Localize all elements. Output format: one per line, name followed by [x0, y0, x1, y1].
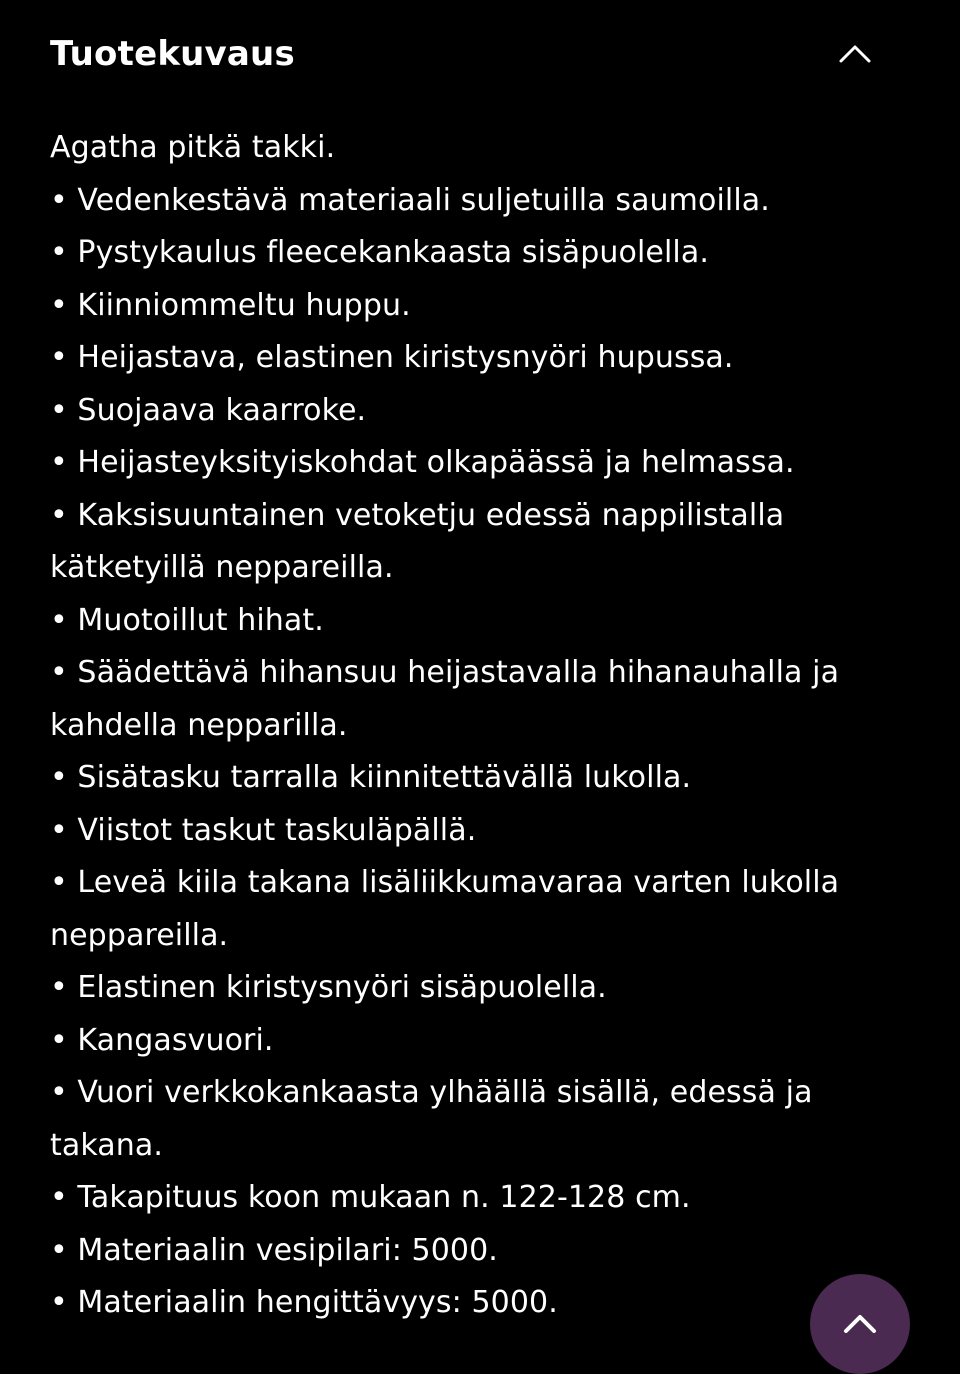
description-line: • Materiaalin hengittävyys: 5000.	[50, 1285, 558, 1320]
description-line: • Heijasteyksityiskohdat olkapäässä ja helmassa.	[50, 445, 795, 480]
description-line: • Leveä kiila takana lisäliikkumavaraa varten lukolla	[50, 865, 840, 900]
description-line: • Kiinniommeltu huppu.	[50, 287, 411, 323]
chevron-up-icon	[840, 1304, 880, 1344]
description-line: kätketyillä neppareilla.	[50, 550, 394, 585]
description-line: • Elastinen kiristysnyöri sisäpuolella.	[50, 970, 607, 1005]
section-title: Tuotekuvaus	[50, 34, 295, 74]
description-line: • Heijastava, elastinen kiristysnyöri hupussa.	[50, 340, 734, 375]
description-line: • Suojaava kaarroke.	[50, 392, 367, 428]
description-line: • Vedenkestävä materiaali suljetuilla saumoilla.	[50, 182, 770, 218]
description-section-header[interactable]	[50, 24, 880, 84]
collapse-toggle-button[interactable]	[830, 34, 880, 74]
description-line: takana.	[50, 1127, 164, 1163]
description-line: • Kaksisuuntainen vetoketju edessä nappilistalla	[50, 497, 785, 533]
description-line: • Materiaalin vesipilari: 5000.	[50, 1232, 498, 1268]
description-line: • Viistot taskut taskuläpällä.	[50, 812, 477, 848]
description-line: Agatha pitkä takki.	[50, 130, 336, 165]
product-description	[50, 122, 870, 1330]
description-line: kahdella nepparilla.	[50, 707, 348, 743]
scroll-to-top-button[interactable]	[810, 1274, 910, 1374]
description-line: • Kangasvuori.	[50, 1022, 274, 1058]
description-line: • Sisätasku tarralla kiinnitettävällä lukolla.	[50, 760, 692, 795]
description-line: • Pystykaulus fleecekankaasta sisäpuolella.	[50, 235, 709, 270]
description-line: • Säädettävä hihansuu heijastavalla hihanauhalla ja	[50, 655, 840, 690]
description-line: neppareilla.	[50, 917, 229, 953]
description-line: • Muotoillut hihat.	[50, 602, 324, 638]
description-line: • Takapituus koon mukaan n. 122-128 cm.	[50, 1180, 691, 1215]
chevron-up-icon	[830, 34, 880, 74]
description-line: • Vuori verkkokankaasta ylhäällä sisällä, edessä ja	[50, 1075, 813, 1110]
